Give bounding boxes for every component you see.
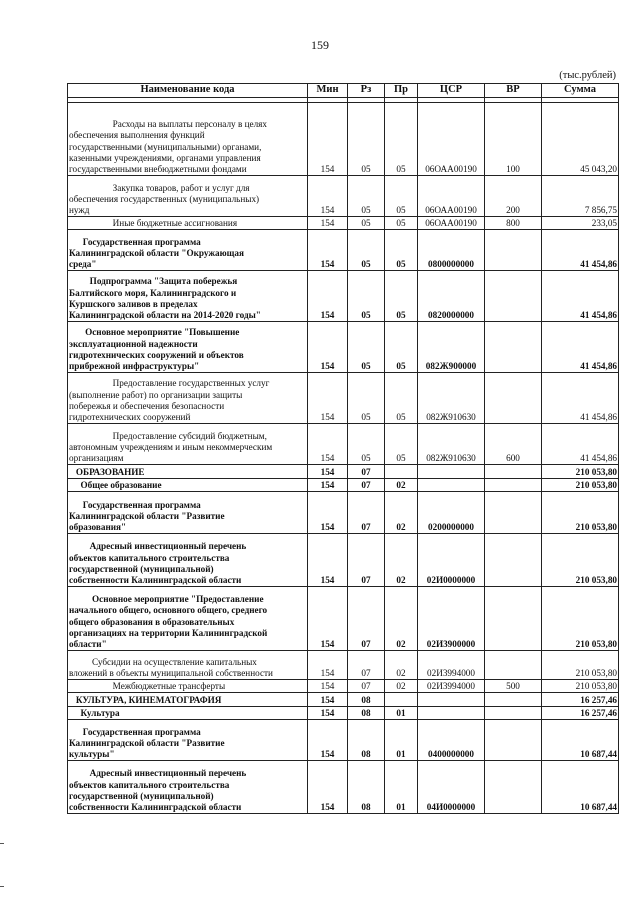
table-row (68, 102, 619, 175)
cell-name: Закупка товаров, работ и услуг для обеспечения государственных (муниципальных) нужд (68, 175, 308, 216)
cell-csr (418, 706, 485, 719)
cell-vr (485, 478, 542, 491)
cell-pr: 05 (385, 175, 418, 216)
cell-name: Основное мероприятие "Повышение эксплуатационной надежности гидротехнических сооружений и объектов прибрежной инфраструктуры" (68, 321, 308, 372)
cell-vr (485, 372, 542, 423)
cell-min: 154 (308, 102, 348, 175)
table-row (68, 586, 619, 650)
cell-csr: 06ОАА00190 (418, 102, 485, 175)
cell-name: Культура (68, 706, 308, 719)
cell-name: Предоставление государственных услуг (выполнение работ) по организации защиты побережья и обеспечения безопасности гидротехнических сооружений (68, 372, 308, 423)
cell-pr: 05 (385, 216, 418, 229)
cell-sum: 41 454,86 (542, 372, 619, 423)
cell-rz: 08 (348, 719, 385, 760)
cell-vr (485, 706, 542, 719)
cell-rz: 05 (348, 229, 385, 270)
cell-rz: 07 (348, 586, 385, 650)
cell-sum: 41 454,86 (542, 321, 619, 372)
cell-csr (418, 478, 485, 491)
cell-vr (485, 692, 542, 706)
cell-sum: 210 053,80 (542, 650, 619, 679)
table-row (68, 229, 619, 270)
header-name: Наименование кода (68, 84, 308, 98)
cell-name: Субсидии на осуществление капитальных вложений в объекты муниципальной собственности (68, 650, 308, 679)
scan-edge-mark (0, 843, 4, 844)
cell-csr: 06ОАА00190 (418, 216, 485, 229)
cell-csr: 0200000000 (418, 491, 485, 533)
units-label: (тыс.рублей) (559, 70, 616, 81)
cell-min: 154 (308, 478, 348, 491)
cell-sum: 7 856,75 (542, 175, 619, 216)
table-row (68, 478, 619, 491)
cell-vr (485, 321, 542, 372)
cell-sum: 16 257,46 (542, 692, 619, 706)
cell-name: Государственная программа Калининградской области "Развитие культуры" (68, 719, 308, 760)
cell-pr: 05 (385, 423, 418, 464)
cell-rz: 05 (348, 102, 385, 175)
cell-rz: 05 (348, 175, 385, 216)
cell-csr: 0820000000 (418, 270, 485, 321)
cell-vr (485, 270, 542, 321)
cell-vr (485, 229, 542, 270)
cell-name: Общее образование (68, 478, 308, 491)
cell-min: 154 (308, 706, 348, 719)
cell-sum: 10 687,44 (542, 760, 619, 813)
cell-vr (485, 464, 542, 478)
cell-min: 154 (308, 423, 348, 464)
cell-csr: 082Ж910630 (418, 372, 485, 423)
cell-vr: 600 (485, 423, 542, 464)
cell-pr (385, 692, 418, 706)
cell-rz: 05 (348, 216, 385, 229)
cell-pr: 02 (385, 650, 418, 679)
cell-rz: 05 (348, 423, 385, 464)
cell-min: 154 (308, 372, 348, 423)
cell-sum: 45 043,20 (542, 102, 619, 175)
cell-sum: 41 454,86 (542, 423, 619, 464)
cell-csr: 04И0000000 (418, 760, 485, 813)
table-header (68, 84, 619, 98)
table-row (68, 321, 619, 372)
cell-min: 154 (308, 321, 348, 372)
cell-pr: 01 (385, 760, 418, 813)
header-sum: Сумма (542, 84, 619, 98)
table-row (68, 270, 619, 321)
cell-min: 154 (308, 491, 348, 533)
cell-sum: 10 687,44 (542, 719, 619, 760)
cell-min: 154 (308, 270, 348, 321)
table-row (68, 760, 619, 813)
cell-min: 154 (308, 719, 348, 760)
cell-min: 154 (308, 692, 348, 706)
cell-min: 154 (308, 229, 348, 270)
cell-rz: 05 (348, 270, 385, 321)
table-row (68, 679, 619, 692)
cell-name: Государственная программа Калининградской области "Окружающая среда" (68, 229, 308, 270)
cell-vr: 100 (485, 102, 542, 175)
cell-name: Основное мероприятие "Предоставление начального общего, основного общего, среднего общего образования в образовательных организациях на территории Калининградской области" (68, 586, 308, 650)
cell-pr: 05 (385, 229, 418, 270)
cell-vr: 200 (485, 175, 542, 216)
header-pr: Пр (385, 84, 418, 98)
cell-rz: 07 (348, 650, 385, 679)
cell-rz: 07 (348, 679, 385, 692)
cell-name: Межбюджетные трансферты (68, 679, 308, 692)
table-row (68, 175, 619, 216)
cell-min: 154 (308, 533, 348, 586)
cell-name: КУЛЬТУРА, КИНЕМАТОГРАФИЯ (68, 692, 308, 706)
cell-vr (485, 586, 542, 650)
cell-csr: 02И0000000 (418, 533, 485, 586)
cell-pr: 02 (385, 679, 418, 692)
cell-csr: 02И3994000 (418, 650, 485, 679)
cell-sum: 210 053,80 (542, 586, 619, 650)
cell-name: Предоставление субсидий бюджетным, автономным учреждениям и иным некоммерческим организациям (68, 423, 308, 464)
cell-sum: 41 454,86 (542, 229, 619, 270)
cell-name: Адресный инвестиционный перечень объектов капитального строительства государственной (муниципальной) собственности Калининградской области (68, 533, 308, 586)
table-row (68, 533, 619, 586)
cell-csr: 06ОАА00190 (418, 175, 485, 216)
cell-vr (485, 533, 542, 586)
cell-rz: 07 (348, 478, 385, 491)
cell-vr (485, 650, 542, 679)
cell-rz: 07 (348, 464, 385, 478)
cell-sum: 210 053,80 (542, 478, 619, 491)
cell-vr (485, 760, 542, 813)
cell-rz: 08 (348, 692, 385, 706)
cell-pr: 05 (385, 321, 418, 372)
cell-min: 154 (308, 650, 348, 679)
cell-name: Иные бюджетные ассигнования (68, 216, 308, 229)
cell-min: 154 (308, 175, 348, 216)
cell-vr (485, 491, 542, 533)
table-row (68, 692, 619, 706)
cell-pr: 05 (385, 270, 418, 321)
table-row (68, 491, 619, 533)
cell-min: 154 (308, 679, 348, 692)
table-row (68, 719, 619, 760)
cell-pr: 02 (385, 586, 418, 650)
cell-rz: 08 (348, 760, 385, 813)
cell-vr: 800 (485, 216, 542, 229)
cell-min: 154 (308, 586, 348, 650)
header-vr: ВР (485, 84, 542, 98)
cell-sum: 16 257,46 (542, 706, 619, 719)
cell-sum: 210 053,80 (542, 679, 619, 692)
cell-pr: 01 (385, 719, 418, 760)
cell-min: 154 (308, 216, 348, 229)
budget-table (67, 83, 619, 814)
cell-pr: 02 (385, 533, 418, 586)
cell-pr: 01 (385, 706, 418, 719)
table-body (68, 97, 619, 813)
cell-min: 154 (308, 464, 348, 478)
cell-sum: 41 454,86 (542, 270, 619, 321)
cell-name: Государственная программа Калининградской области "Развитие образования" (68, 491, 308, 533)
cell-pr (385, 464, 418, 478)
cell-pr: 02 (385, 478, 418, 491)
cell-pr: 05 (385, 102, 418, 175)
cell-name: Подпрограмма "Защита побережья Балтийского моря, Калининградского и Куршского заливов в пределах Калининградской области на 2014-2020 годы" (68, 270, 308, 321)
cell-name: ОБРАЗОВАНИЕ (68, 464, 308, 478)
cell-vr: 500 (485, 679, 542, 692)
table-row (68, 464, 619, 478)
cell-pr: 05 (385, 372, 418, 423)
cell-sum: 233,05 (542, 216, 619, 229)
header-rz: Рз (348, 84, 385, 98)
table-row (68, 372, 619, 423)
cell-rz: 05 (348, 372, 385, 423)
table-row (68, 650, 619, 679)
cell-name: Расходы на выплаты персоналу в целях обеспечения выполнения функций государственными (муниципальными) органами, казенными учреждениями, органами управления государственными внебюджетными фондами (68, 102, 308, 175)
cell-csr: 0400000000 (418, 719, 485, 760)
cell-vr (485, 719, 542, 760)
table-row (68, 216, 619, 229)
cell-csr: 02И3900000 (418, 586, 485, 650)
cell-sum: 210 053,80 (542, 491, 619, 533)
scan-edge-mark (0, 886, 4, 887)
cell-rz: 05 (348, 321, 385, 372)
cell-rz: 08 (348, 706, 385, 719)
cell-min: 154 (308, 760, 348, 813)
table-row (68, 423, 619, 464)
cell-csr (418, 692, 485, 706)
header-min: Мин (308, 84, 348, 98)
cell-pr: 02 (385, 491, 418, 533)
cell-csr: 082Ж910630 (418, 423, 485, 464)
table-row (68, 706, 619, 719)
header-csr: ЦСР (418, 84, 485, 98)
cell-csr: 0800000000 (418, 229, 485, 270)
cell-csr: 082Ж900000 (418, 321, 485, 372)
page-number: 159 (311, 38, 329, 52)
cell-name: Адресный инвестиционный перечень объектов капитального строительства государственной (муниципальной) собственности Калининградской области (68, 760, 308, 813)
cell-rz: 07 (348, 533, 385, 586)
cell-csr (418, 464, 485, 478)
cell-csr: 02И3994000 (418, 679, 485, 692)
cell-sum: 210 053,80 (542, 533, 619, 586)
cell-rz: 07 (348, 491, 385, 533)
cell-sum: 210 053,80 (542, 464, 619, 478)
